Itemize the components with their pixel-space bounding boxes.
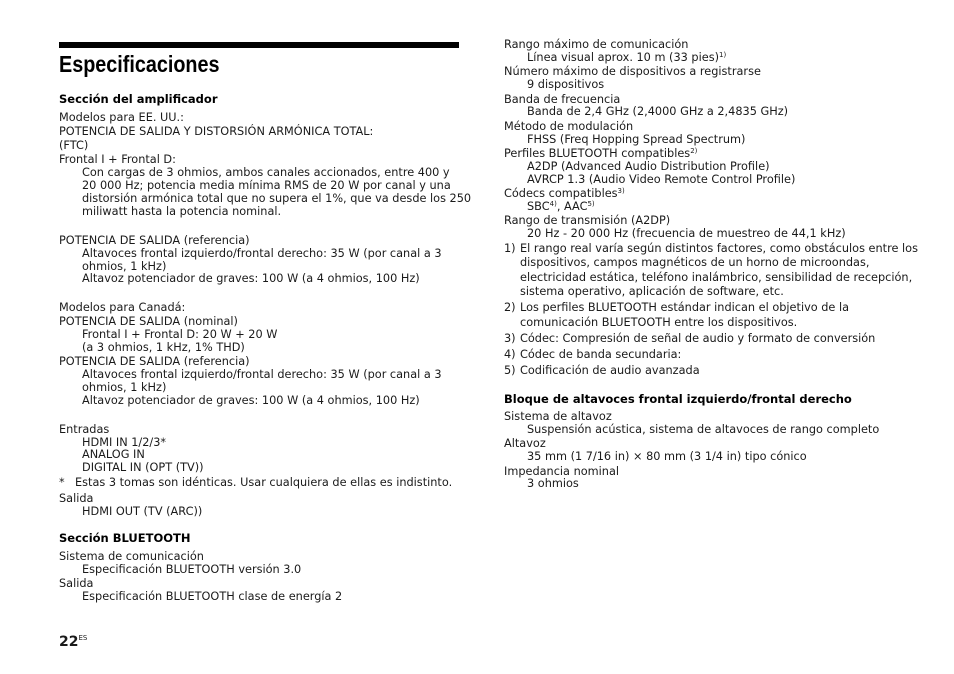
- comm-value: Especificación BLUETOOTH versión 3.0: [82, 563, 302, 576]
- footnote-num: 3): [504, 332, 516, 345]
- footnote-line: electricidad estática, teléfono inalámbrico, sensibilidad de recepción,: [520, 271, 913, 284]
- speaker-value: 35 mm (1 7/16 in) × 80 mm (3 1/4 in) tipo cónico: [527, 450, 807, 463]
- front-desc-line: 20 000 Hz; potencia media mínima RMS de 20 W por canal y una: [82, 179, 451, 192]
- footnote-line: Códec: Compresión de señal de audio y formato de conversión: [520, 332, 876, 345]
- footnote-line: sistema operativo, aplicación de software, etc.: [520, 285, 784, 298]
- us-ref-line: ohmios, 1 kHz): [82, 260, 167, 273]
- speaker-system-label: Sistema de altavoz: [504, 410, 612, 423]
- codecs-label: Códecs compatibles$^{3)}$: [504, 187, 625, 200]
- footnote-line: dispositivos, campos magnéticos de un horno de microondas,: [520, 256, 870, 269]
- page-lang: ES: [78, 634, 88, 642]
- speakers-heading: Bloque de altavoces frontal izquierdo/frontal derecho: [504, 392, 852, 406]
- ca-models-label: Modelos para Canadá:: [59, 301, 186, 314]
- ca-ref-line: Altavoces frontal izquierdo/frontal derecho: 35 W (por canal a 3: [82, 368, 442, 381]
- power-nominal-label: POTENCIA DE SALIDA (nominal): [59, 315, 238, 328]
- profile-item: AVRCP 1.3 (Audio Video Remote Control Profile): [527, 173, 796, 186]
- footnote-line: Los perfiles BLUETOOTH estándar indican el objetivo de la: [520, 301, 850, 314]
- inputs-note: Estas 3 tomas son idénticas. Usar cualquiera de ellas es indistinto.: [75, 476, 453, 489]
- footnote-line: Codificación de audio avanzada: [520, 364, 700, 377]
- inputs-label: Entradas: [59, 423, 110, 436]
- profiles-label: Perfiles BLUETOOTH compatibles$^{2)}$: [504, 147, 698, 160]
- footnote-ref: 3): [617, 187, 625, 195]
- transmission-label: Rango de transmisión (A2DP): [504, 214, 671, 227]
- ftc-label: (FTC): [59, 139, 89, 152]
- ca-ref-line: Altavoz potenciador de graves: 100 W (a 4 ohmios, 100 Hz): [82, 394, 420, 407]
- footnote-num: 1): [504, 242, 516, 255]
- footnote-line: Códec de banda secundaria:: [520, 348, 682, 361]
- footnote-num: 2): [504, 301, 516, 314]
- front-desc-line: distorsión armónica total que no supera el 1%, que va desde los 250: [82, 192, 472, 205]
- us-ref-line: Altavoces frontal izquierdo/frontal derecho: 35 W (por canal a 3: [82, 247, 442, 260]
- band-value: Banda de 2,4 GHz (2,4000 GHz a 2,4835 GHz): [527, 105, 789, 118]
- modulation-label: Método de modulación: [504, 120, 634, 133]
- power-thd-label: POTENCIA DE SALIDA Y DISTORSIÓN ARMÓNICA TOTAL:: [59, 125, 374, 138]
- range-value: Línea visual aprox. 10 m (33 pies)$^{1)}$: [527, 51, 727, 64]
- input-item: HDMI IN 1/2/3*: [82, 436, 167, 449]
- range-label: Rango máximo de comunicación: [504, 38, 689, 51]
- title-rule: [59, 42, 459, 48]
- impedance-label: Impedancia nominal: [504, 465, 620, 478]
- impedance-value: 3 ohmios: [527, 477, 579, 490]
- bt-output-label: Salida: [59, 577, 94, 590]
- front-desc-line: miliwatt hasta la potencia nominal.: [82, 205, 282, 218]
- speaker-system-value: Suspensión acústica, sistema de altavoces de rango completo: [527, 423, 880, 436]
- power-ref2-label: POTENCIA DE SALIDA (referencia): [59, 355, 250, 368]
- ca-nominal-line: Frontal I + Frontal D: 20 W + 20 W: [82, 328, 278, 341]
- transmission-value: 20 Hz - 20 000 Hz (frecuencia de muestreo de 44,1 kHz): [527, 227, 846, 240]
- codecs-value: SBC$^{4)}$, AAC$^{5)}$: [527, 200, 595, 213]
- output-label: Salida: [59, 492, 94, 505]
- amplifier-heading: Sección del amplificador: [59, 92, 218, 106]
- devices-label: Número máximo de dispositivos a registrarse: [504, 65, 761, 78]
- footnote-line: comunicación BLUETOOTH entre los dispositivos.: [520, 316, 798, 329]
- devices-value: 9 dispositivos: [527, 78, 605, 91]
- profile-item: A2DP (Advanced Audio Distribution Profile): [527, 160, 770, 173]
- ca-nominal-line: (a 3 ohmios, 1 kHz, 1% THD): [82, 341, 245, 354]
- front-lr-label: Frontal I + Frontal D:: [59, 153, 176, 166]
- power-ref-label: POTENCIA DE SALIDA (referencia): [59, 234, 250, 247]
- us-ref-line: Altavoz potenciador de graves: 100 W (a 4 ohmios, 100 Hz): [82, 272, 420, 285]
- speaker-label: Altavoz: [504, 437, 546, 450]
- ca-ref-line: ohmios, 1 kHz): [82, 381, 167, 394]
- page-number: $22^{ES}$: [59, 634, 88, 650]
- output-value: HDMI OUT (TV (ARC)): [82, 505, 203, 518]
- footnote-ref: 1): [719, 51, 727, 59]
- footnote-ref: 2): [690, 147, 698, 155]
- footnote-num: 5): [504, 364, 516, 377]
- footnote-num: 4): [504, 348, 516, 361]
- bluetooth-heading: Sección BLUETOOTH: [59, 531, 191, 545]
- page-title: Especificaciones: [59, 51, 220, 77]
- us-models-label: Modelos para EE. UU.:: [59, 111, 184, 124]
- band-label: Banda de frecuencia: [504, 93, 621, 106]
- note-mark: *: [59, 476, 65, 489]
- input-item: ANALOG IN: [82, 448, 145, 461]
- input-item: DIGITAL IN (OPT (TV)): [82, 461, 204, 474]
- front-desc-line: Con cargas de 3 ohmios, ambos canales accionados, entre 400 y: [82, 166, 450, 179]
- modulation-value: FHSS (Freq Hopping Spread Spectrum): [527, 133, 746, 146]
- comm-label: Sistema de comunicación: [59, 550, 204, 563]
- bt-output-value: Especificación BLUETOOTH clase de energía 2: [82, 590, 343, 603]
- footnote-line: El rango real varía según distintos factores, como obstáculos entre los: [520, 242, 918, 255]
